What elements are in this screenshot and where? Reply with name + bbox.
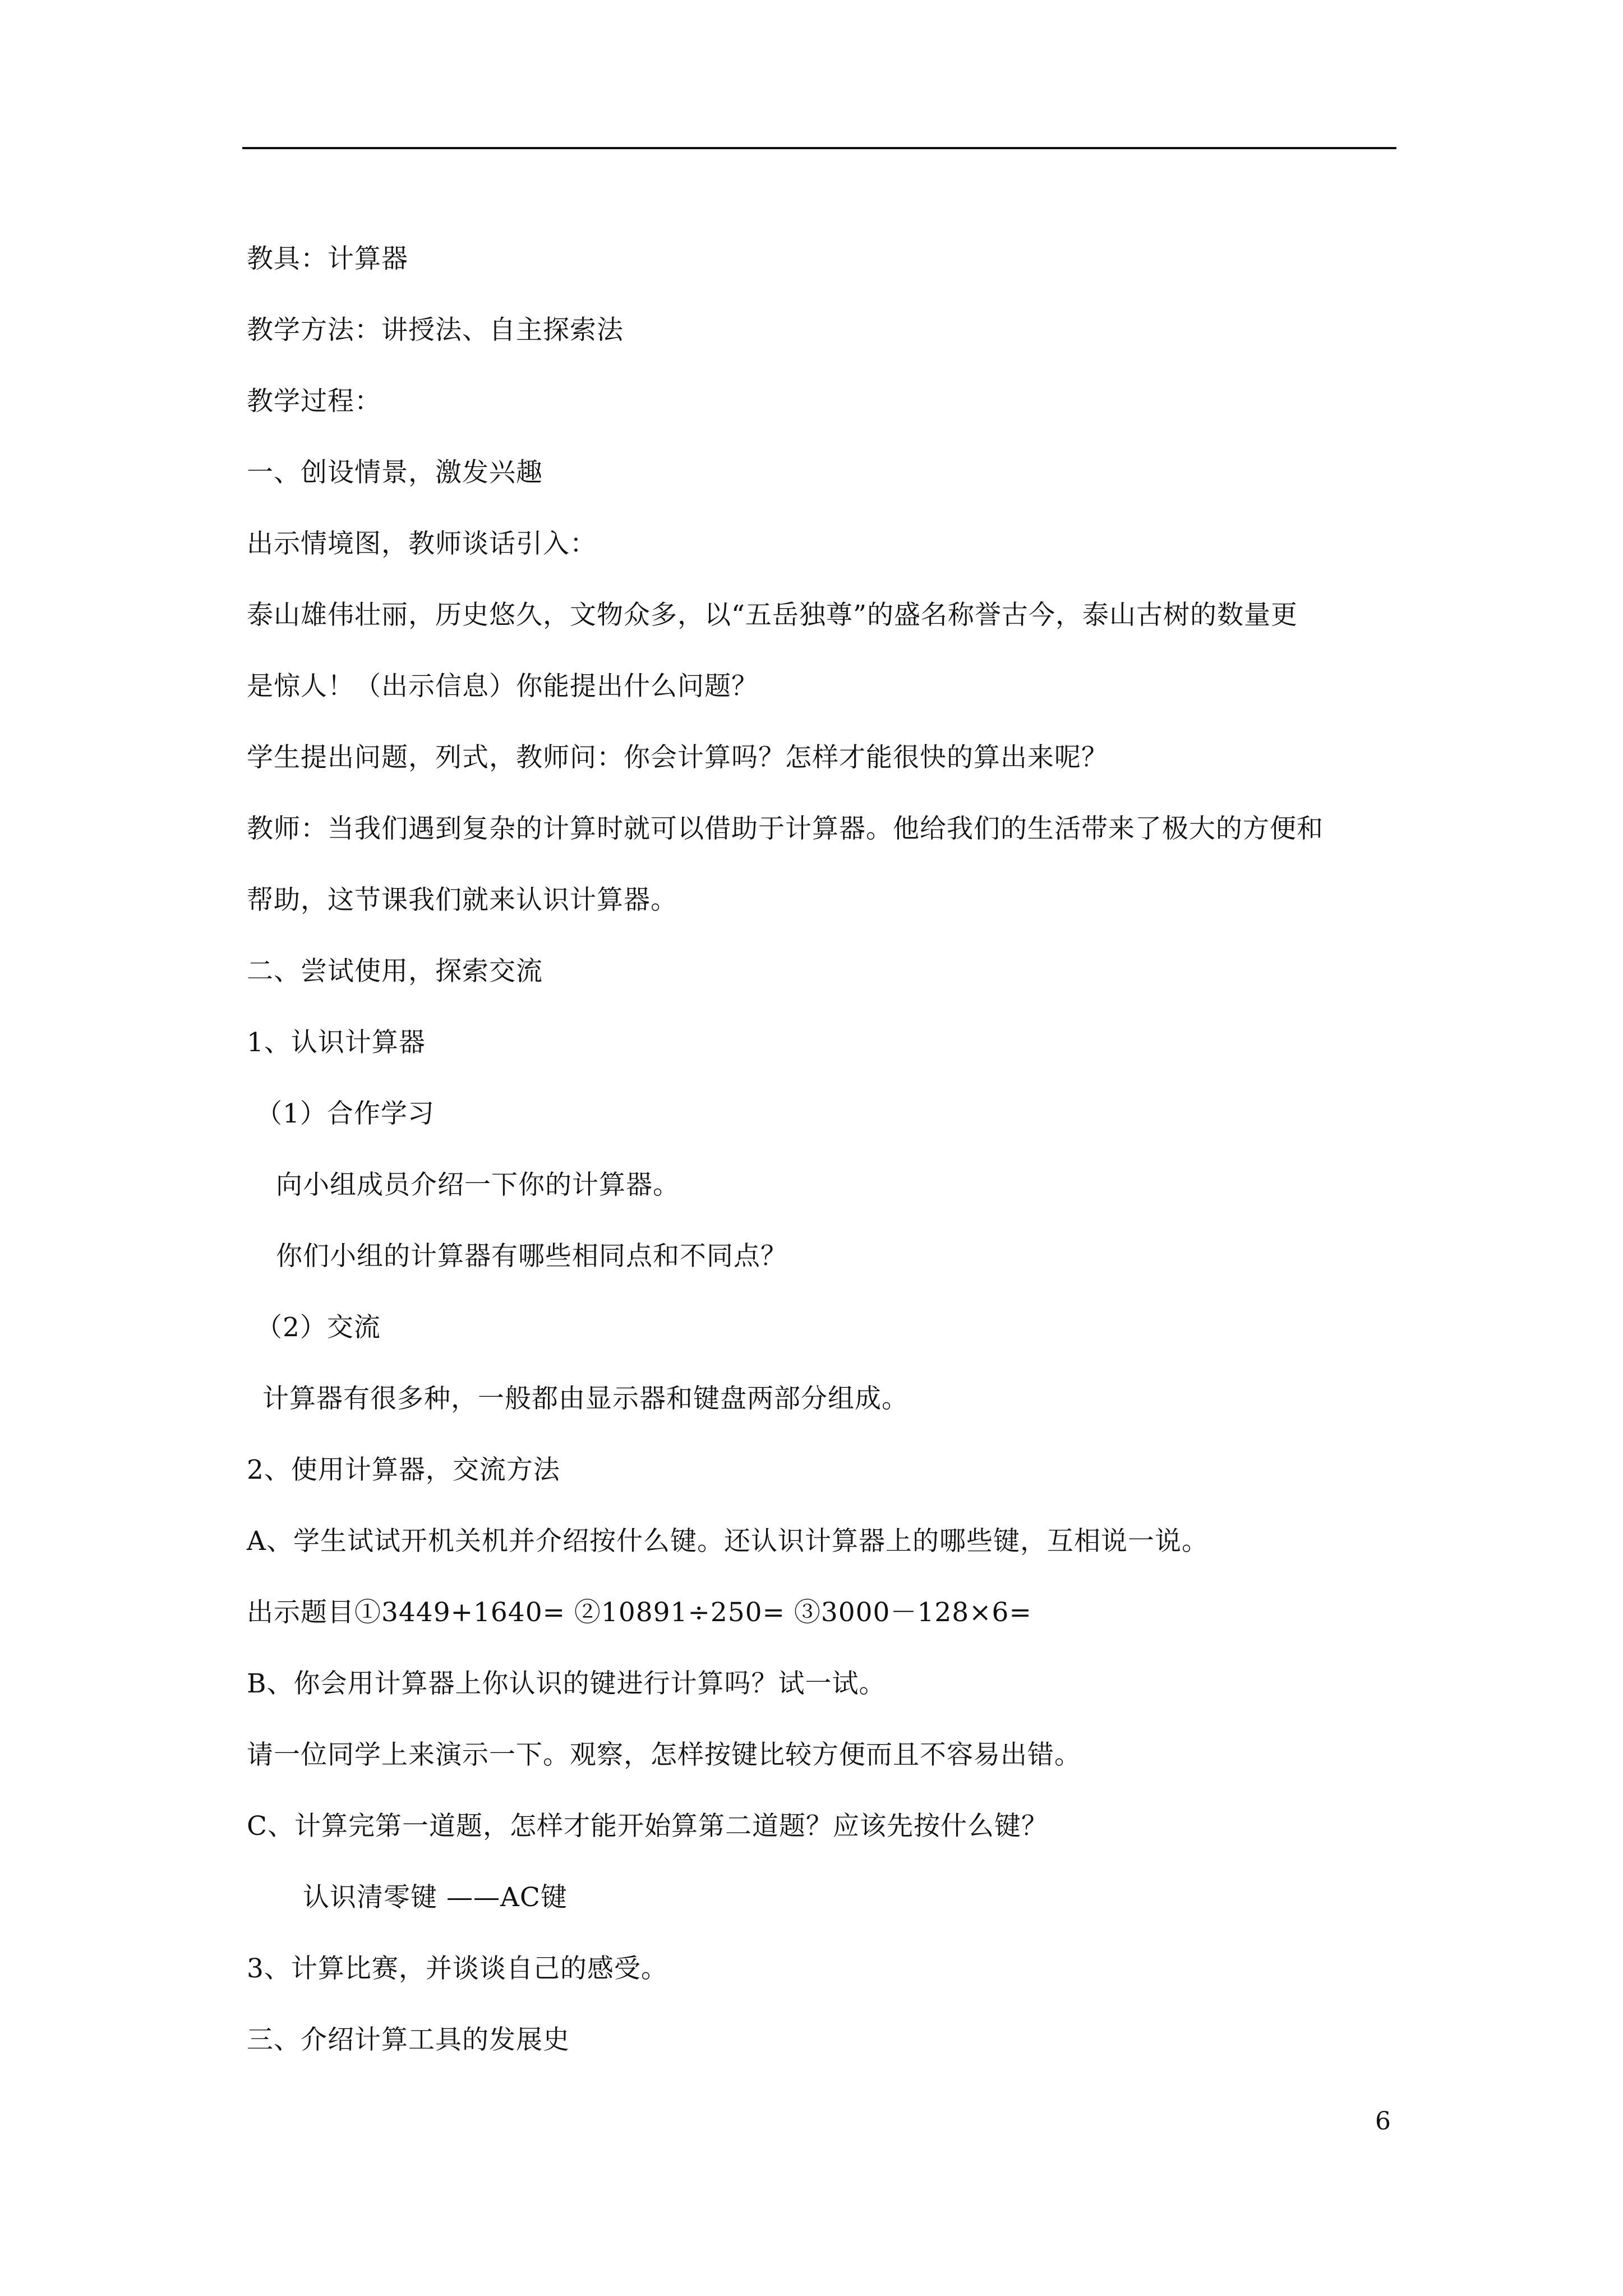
text-line: （2）交流 (256, 1312, 381, 1343)
text-line: 出示题目①3449+1640= ②10891÷250= ③3000－128×6= (247, 1597, 1032, 1628)
text-line: （1）合作学习 (256, 1098, 435, 1129)
text-line: 帮助，这节课我们就来认识计算器。 (247, 885, 677, 915)
text-line: 出示情境图，教师谈话引入： (247, 528, 597, 559)
text-line: 请一位同学上来演示一下。观察，怎样按键比较方便而且不容易出错。 (247, 1740, 1081, 1770)
text-line: 计算器有很多种，一般都由显示器和键盘两部分组成。 (262, 1383, 909, 1414)
text-line: 教学方法：讲授法、自主探索法 (247, 315, 624, 346)
text-line: 三、介绍计算工具的发展史 (247, 2024, 570, 2055)
text-line: 认识清零键 ——AC键 (303, 1882, 568, 1913)
header-rule (242, 147, 1396, 149)
text-line: 3、计算比赛，并谈谈自己的感受。 (247, 1953, 668, 1984)
text-line: 教具：计算器 (247, 243, 408, 274)
text-line: 学生提出问题，列式，教师问：你会计算吗？怎样才能很快的算出来呢？ (247, 742, 1108, 773)
text-line: 二、尝试使用，探索交流 (247, 956, 543, 987)
text-line: 是惊人！（出示信息）你能提出什么问题？ (247, 671, 758, 702)
document-body (247, 223, 1396, 2076)
text-line: B、你会用计算器上你认识的键进行计算吗？试一试。 (247, 1668, 886, 1699)
text-line: 1、认识计算器 (247, 1027, 426, 1058)
text-line: A、学生试试开机关机并介绍按什么键。还认识计算器上的哪些键，互相说一说。 (247, 1526, 1209, 1557)
text-line: 2、使用计算器，交流方法 (247, 1455, 560, 1485)
text-line: 一、创设情景，激发兴趣 (247, 457, 543, 488)
text-line: C、计算完第一道题，怎样才能开始算第二道题？应该先按什么键？ (247, 1811, 1048, 1842)
page-number: 6 (1375, 2107, 1391, 2136)
text-line: 教学过程： (247, 386, 381, 417)
text-line: 教师：当我们遇到复杂的计算时就可以借助于计算器。他给我们的生活带来了极大的方便和 (247, 813, 1324, 844)
text-line: 泰山雄伟壮丽，历史悠久，文物众多，以“五岳独尊”的盛名称誉古今，泰山古树的数量更 (247, 600, 1298, 631)
text-line: 你们小组的计算器有哪些相同点和不同点？ (276, 1241, 787, 1272)
text-line: 向小组成员介绍一下你的计算器。 (276, 1170, 680, 1200)
